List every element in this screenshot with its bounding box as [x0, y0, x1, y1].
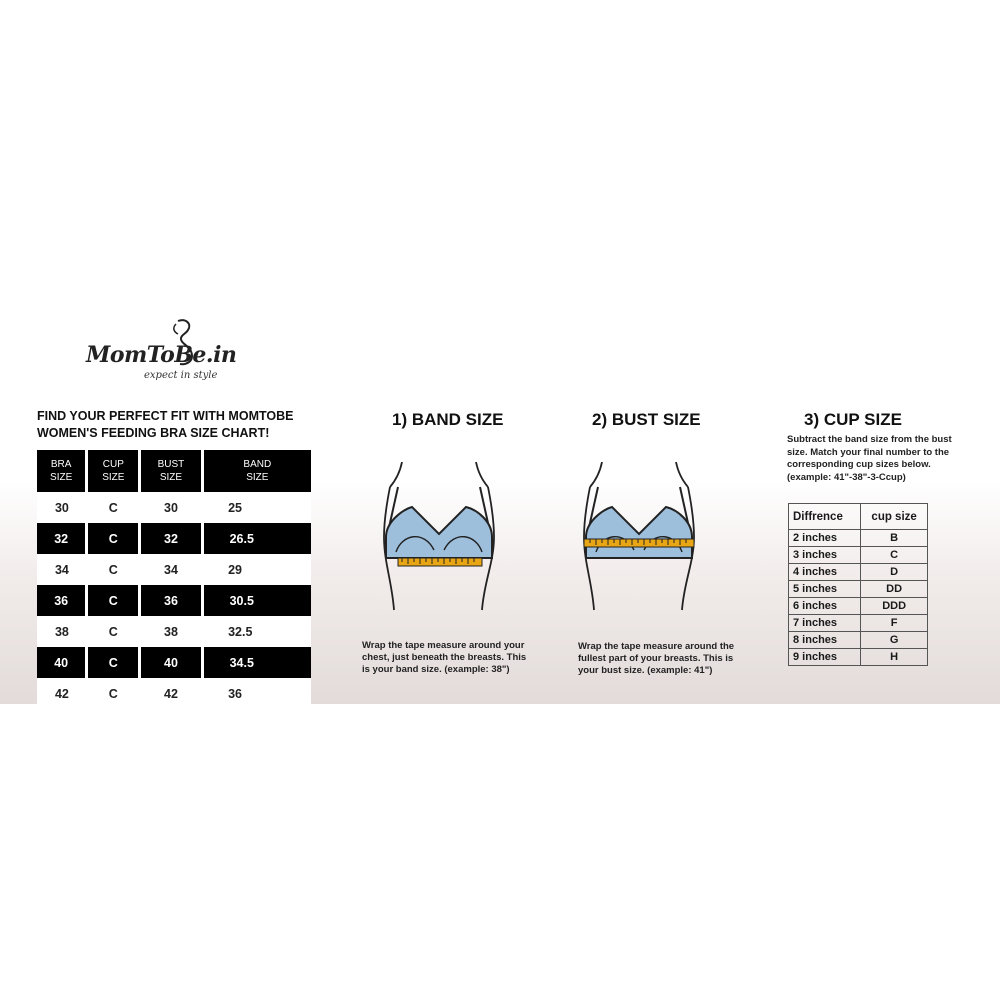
bust-size-cell: 42 [140, 678, 202, 709]
cup-cell: DDD [861, 598, 928, 615]
cup-cell: F [861, 615, 928, 632]
cup-size-title: 3) CUP SIZE [804, 410, 902, 429]
bra-size-cell: 36 [37, 585, 87, 616]
band-size-cell: 25 [202, 492, 311, 523]
difference-cell: 6 inches [789, 598, 861, 615]
cup-cell: B [861, 530, 928, 547]
difference-cell: 3 inches [789, 547, 861, 564]
cup-size-cell: C [87, 647, 140, 678]
size-table [37, 450, 311, 709]
brand-tagline: expect in style [144, 370, 218, 381]
band-size-illustration-icon [362, 462, 512, 612]
difference-cell: 9 inches [789, 649, 861, 666]
table-row [789, 615, 928, 632]
table-row [789, 564, 928, 581]
bust-size-cell: 30 [140, 492, 202, 523]
cup-cell: C [861, 547, 928, 564]
bra-size-cell: 40 [37, 647, 87, 678]
cup-cell: H [861, 649, 928, 666]
table-row [37, 523, 311, 554]
difference-cell: 2 inches [789, 530, 861, 547]
header-band-size: BAND SIZE [202, 450, 311, 492]
cup-size-table [788, 503, 928, 666]
difference-cell: 8 inches [789, 632, 861, 649]
table-row [789, 530, 928, 547]
bust-size-cell: 40 [140, 647, 202, 678]
band-size-cell: 32.5 [202, 616, 311, 647]
chart-headline [37, 408, 337, 442]
table-row [789, 598, 928, 615]
cup-cell: DD [861, 581, 928, 598]
table-row [37, 492, 311, 523]
bust-size-cell: 32 [140, 523, 202, 554]
bra-size-cell: 30 [37, 492, 87, 523]
cup-cell: D [861, 564, 928, 581]
band-size-cell: 29 [202, 554, 311, 585]
band-size-cell: 30.5 [202, 585, 311, 616]
difference-cell: 7 inches [789, 615, 861, 632]
bust-size-title: 2) BUST SIZE [592, 410, 701, 429]
bra-size-cell: 42 [37, 678, 87, 709]
size-table-header [37, 450, 311, 492]
headline-line-2: WOMEN'S FEEDING BRA SIZE CHART! [37, 426, 270, 440]
cup-size-cell: C [87, 523, 140, 554]
table-row [789, 581, 928, 598]
table-row [789, 547, 928, 564]
cup-size-cell: C [87, 616, 140, 647]
band-size-caption: Wrap the tape measure around your chest, just beneath the breasts. This is your band size. (example: 38") [362, 640, 527, 675]
cup-size-cell: C [87, 585, 140, 616]
bra-size-cell: 32 [37, 523, 87, 554]
table-row [789, 649, 928, 666]
brand-logo [86, 318, 256, 388]
band-size-cell: 34.5 [202, 647, 311, 678]
table-row [37, 678, 311, 709]
bust-size-cell: 38 [140, 616, 202, 647]
header-cup-size: cup size [861, 504, 928, 530]
difference-cell: 4 inches [789, 564, 861, 581]
table-row [37, 647, 311, 678]
cup-size-description: Subtract the band size from the bust size. Match your final number to the corresponding cup sizes below. (example: 41"-38"-3-Ccup) [787, 434, 952, 483]
bust-size-cell: 34 [140, 554, 202, 585]
bust-size-cell: 36 [140, 585, 202, 616]
headline-line-1: FIND YOUR PERFECT FIT WITH MOMTOBE [37, 409, 294, 423]
table-row [37, 585, 311, 616]
difference-cell: 5 inches [789, 581, 861, 598]
band-size-title: 1) BAND SIZE [392, 410, 504, 429]
table-row [37, 554, 311, 585]
bust-size-illustration-icon [562, 462, 712, 612]
band-size-cell: 26.5 [202, 523, 311, 554]
cup-size-cell: C [87, 678, 140, 709]
header-bra-size: BRA SIZE [37, 450, 87, 492]
cup-table-header [789, 504, 928, 530]
band-size-cell: 36 [202, 678, 311, 709]
table-row [37, 616, 311, 647]
header-bust-size: BUST SIZE [140, 450, 202, 492]
header-difference: Diffrence [789, 504, 861, 530]
bra-size-cell: 34 [37, 554, 87, 585]
bra-size-cell: 38 [37, 616, 87, 647]
brand-name: MomToBe.in [86, 342, 237, 368]
table-row [789, 632, 928, 649]
cup-size-cell: C [87, 492, 140, 523]
header-cup-size: CUP SIZE [87, 450, 140, 492]
bust-size-caption: Wrap the tape measure around the fullest part of your breasts. This is your bust size. (example: 41") [578, 641, 735, 676]
cup-size-cell: C [87, 554, 140, 585]
cup-cell: G [861, 632, 928, 649]
